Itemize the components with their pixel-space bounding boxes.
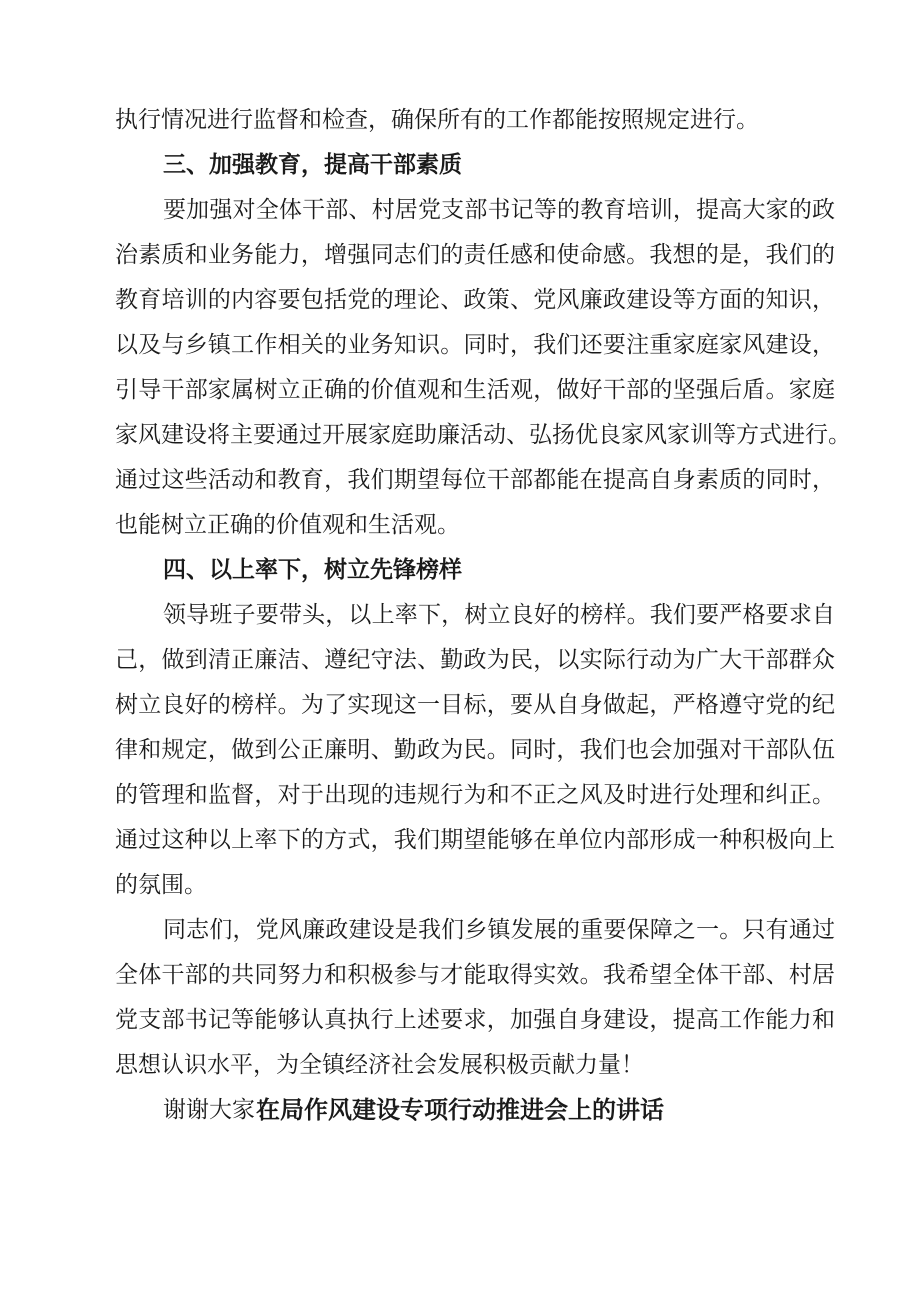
conclusion-paragraph: [115, 908, 835, 1088]
closing-remark: 谢谢大家！: [163, 1097, 278, 1123]
paragraph-line: 己，做到清正廉洁、遵纪守法、勤政为民，以实际行动为广大干部群众: [115, 647, 835, 673]
document-body: [115, 98, 851, 1133]
paragraph-line: 教育培训的内容要包括党的理论、政策、党风廉政建设等方面的知识，: [115, 287, 835, 313]
next-speech-title: 在局作风建设专项行动推进会上的讲话: [256, 1096, 664, 1124]
paragraph-line: 通过这种以上率下的方式，我们期望能够在单位内部形成一种积极向上: [115, 827, 835, 853]
paragraph-line: 的管理和监督，对于出现的违规行为和不正之风及时进行处理和纠正。: [115, 782, 835, 808]
paragraph-line: 治素质和业务能力，增强同志们的责任感和使命感。我想的是，我们的: [115, 242, 835, 268]
paragraph-line: 也能树立正确的价值观和生活观。: [115, 512, 460, 538]
section-heading-3: 三、加强教育，提高干部素质: [163, 152, 462, 178]
paragraph-line: 同志们，党风廉政建设是我们乡镇发展的重要保障之一。只有通过: [163, 917, 835, 943]
paragraph-line: 律和规定，做到公正廉明、勤政为民。同时，我们也会加强对干部队伍: [115, 737, 835, 763]
paragraph-line: 树立良好的榜样。为了实现这一目标，要从自身做起，严格遵守党的纪: [115, 692, 835, 718]
paragraph-line: 以及与乡镇工作相关的业务知识。同时，我们还要注重家庭家风建设，: [115, 332, 835, 358]
paragraph-line: 领导班子要带头，以上率下，树立良好的榜样。我们要严格要求自: [163, 602, 835, 628]
section-3-paragraph: [115, 188, 851, 548]
section-4-paragraph: [115, 593, 835, 908]
paragraph-line: 家风建设将主要通过开展家庭助廉活动、弘扬优良家风家训等方式进行。: [115, 422, 851, 448]
paragraph-line: 的氛围。: [115, 872, 207, 898]
section-heading-4: 四、以上率下，树立先锋榜样: [163, 557, 462, 583]
paragraph-line: 要加强对全体干部、村居党支部书记等的教育培训，提高大家的政: [163, 197, 835, 223]
paragraph-line: 通过这些活动和教育，我们期望每位干部都能在提高自身素质的同时，: [115, 467, 835, 493]
paragraph-line: 执行情况进行监督和检查，确保所有的工作都能按照规定进行。: [115, 107, 759, 133]
paragraph-line: 引导干部家属树立正确的价值观和生活观，做好干部的坚强后盾。家庭: [115, 377, 835, 403]
paragraph-line: 党支部书记等能够认真执行上述要求，加强自身建设，提高工作能力和: [115, 1007, 835, 1033]
paragraph-line: 全体干部的共同努力和积极参与才能取得实效。我希望全体干部、村居: [115, 962, 835, 988]
paragraph-line: 思想认识水平，为全镇经济社会发展积极贡献力量！: [115, 1052, 644, 1078]
